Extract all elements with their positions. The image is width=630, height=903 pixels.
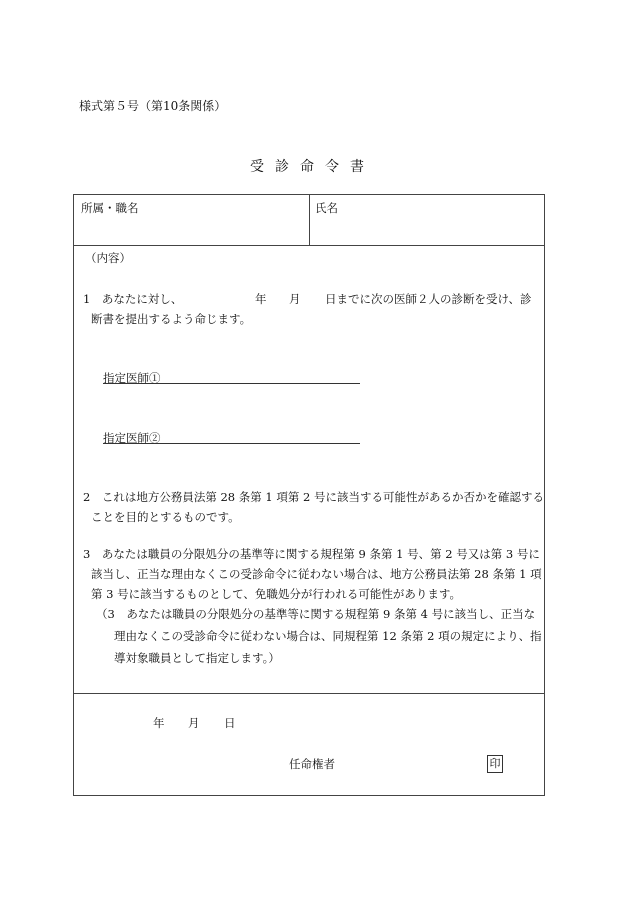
header-column-divider	[309, 195, 310, 245]
item3-line2: 該当し、正当な理由なくこの受診命令に従わない場合は、地方公務員法第 28 条第 1 項	[91, 567, 542, 581]
affiliation-label: 所属・職名	[81, 201, 139, 215]
footer-year-label: 年	[153, 716, 165, 730]
appointing-authority-label: 任命権者	[289, 757, 335, 771]
item1-year-label: 年	[255, 292, 267, 306]
item3-alt-line2: 理由なくこの受診命令に従わない場合は、同規程第 12 条第 2 項の規定により、指	[114, 629, 542, 643]
item3-line1: 3 あなたは職員の分限処分の基準等に関する規程第 9 条第 1 号、第 2 号又は第 3 号に	[83, 547, 540, 561]
item1-intro: 1 あなたに対し、	[83, 292, 183, 306]
item3-line3: 第 3 号に該当するものとして、免職処分が行われる可能性があります。	[91, 587, 461, 601]
name-label: 氏名	[315, 201, 338, 215]
item1-line2: 断書を提出するよう命じます。	[91, 312, 252, 326]
doctor2-field[interactable]	[103, 428, 360, 444]
seal-mark: 印	[487, 755, 503, 773]
header-divider	[74, 245, 544, 246]
document-title: 受診命令書	[250, 159, 375, 175]
footer-day-label: 日	[224, 716, 236, 730]
order-form	[73, 194, 545, 796]
item1-deadline-text: 日までに次の医師２人の診断を受け、診	[325, 292, 532, 306]
item2-line2: ことを目的とするものです。	[91, 510, 240, 524]
item2-line1: 2 これは地方公務員法第 28 条第 1 項第 2 号に該当する可能性があるか否かを確認する	[83, 490, 545, 504]
item3-alt-line3: 導対象職員として指定します。）	[114, 651, 280, 665]
item3-alt-line1: （3 あなたは職員の分限処分の基準等に関する規程第 9 条第 4 号に該当し、正当な	[96, 607, 536, 621]
doctor1-field[interactable]	[103, 368, 360, 384]
item1-month-label: 月	[289, 292, 301, 306]
doctor2-label: 指定医師②	[103, 431, 161, 445]
content-label: （内容）	[85, 251, 131, 265]
footer-month-label: 月	[188, 716, 200, 730]
doctor1-label: 指定医師①	[103, 371, 161, 385]
footer-divider	[74, 693, 544, 694]
form-number-label: 様式第５号（第10条関係）	[79, 99, 227, 113]
